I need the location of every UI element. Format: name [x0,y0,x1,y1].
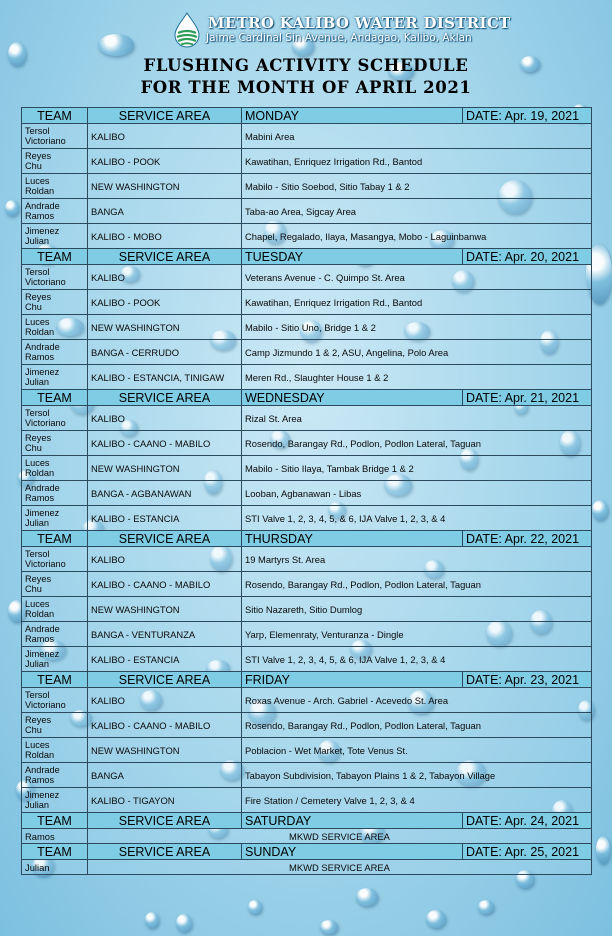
service-area: KALIBO - ESTANCIA [88,647,242,672]
day-name: MONDAY [242,108,463,124]
table-row [22,456,592,481]
service-area: KALIBO - CAANO - MABILO [88,572,242,597]
team-member-2: Ramos [25,775,55,785]
table-row [22,199,592,224]
schedule-date: DATE: Apr. 24, 2021 [463,813,592,829]
team-members [22,506,88,531]
day-header-row [22,672,592,688]
service-area: KALIBO - MOBO [88,224,242,249]
table-row [22,124,592,149]
water-droplet [596,836,610,864]
team-member-2: Chu [25,302,42,312]
team-members [22,713,88,738]
flushing-area: STI Valve 1, 2, 3, 4, 5, & 6, IJA Valve 1, 2, 3, & 4 [242,647,592,672]
flushing-area: Veterans Avenue - C. Quimpo St. Area [242,265,592,290]
day-header-row [22,844,592,860]
team-member-2: Julian [25,800,50,810]
team-member-1: Tersol [25,126,50,136]
team-members: Ramos [22,829,88,844]
table-row [22,315,592,340]
team-members: Julian [22,860,88,875]
table-row [22,431,592,456]
day-name: SUNDAY [242,844,463,860]
team-member-1: Jimenez [25,649,60,659]
water-droplet [320,920,338,934]
flushing-area: Meren Rd., Slaughter House 1 & 2 [242,365,592,390]
team-members [22,124,88,149]
water-droplet [478,900,494,914]
team-members [22,340,88,365]
flushing-area: Roxas Avenue - Arch. Gabriel - Acevedo St. Area [242,688,592,713]
team-member-2: Victoriano [25,418,66,428]
team-member-1: Jimenez [25,367,60,377]
team-members [22,406,88,431]
service-area: KALIBO [88,265,242,290]
team-member-2: Roldan [25,609,55,619]
table-row [22,265,592,290]
day-header-row [22,390,592,406]
table-row [22,860,592,875]
water-drop-logo-icon [172,12,202,48]
document-title-line2: FOR THE MONTH OF APRIL 2021 [140,78,472,97]
team-member-1: Jimenez [25,508,60,518]
day-name: FRIDAY [242,672,463,688]
table-row [22,174,592,199]
team-members [22,597,88,622]
team-member-1: Jimenez [25,790,60,800]
day-name: WEDNESDAY [242,390,463,406]
service-area: NEW WASHINGTON [88,738,242,763]
flushing-area: Sitio Nazareth, Sitio Dumlog [242,597,592,622]
team-members [22,265,88,290]
day-header-row [22,249,592,265]
table-row [22,547,592,572]
team-member-1: Tersol [25,267,50,277]
table-row [22,224,592,249]
flushing-area: Yarp, Elemenraty, Venturanza - Dingle [242,622,592,647]
service-area-column-header: SERVICE AREA [88,390,242,406]
team-column-header: TEAM [22,672,88,688]
team-members [22,174,88,199]
team-member-1: Reyes [25,292,52,302]
flushing-area: Poblacion - Wet Market, Tote Venus St. [242,738,592,763]
water-droplet [426,910,446,928]
flushing-area: Mabilo - Sitio Uno, Bridge 1 & 2 [242,315,592,340]
service-area: KALIBO [88,124,242,149]
team-member-1: Jimenez [25,226,60,236]
team-member-2: Victoriano [25,700,66,710]
team-members [22,738,88,763]
team-member-2: Roldan [25,327,55,337]
service-area: KALIBO - TIGAYON [88,788,242,813]
team-member-2: Roldan [25,750,55,760]
service-area: KALIBO - POOK [88,149,242,174]
team-members [22,315,88,340]
service-area: BANGA - VENTURANZA [88,622,242,647]
water-droplet [248,900,262,914]
water-droplet [5,200,19,216]
water-droplet [145,912,159,928]
team-member-2: Ramos [25,634,55,644]
team-members [22,622,88,647]
table-row [22,763,592,788]
service-area: KALIBO - POOK [88,290,242,315]
team-member-1: Luces [25,458,50,468]
team-members [22,647,88,672]
team-member-1: Reyes [25,574,52,584]
page-header [0,10,612,50]
team-member-2: Julian [25,518,50,528]
team-member-1: Tersol [25,549,50,559]
team-member-1: Reyes [25,433,52,443]
table-row [22,713,592,738]
schedule-date: DATE: Apr. 20, 2021 [463,249,592,265]
table-row [22,572,592,597]
team-member-1: Andrade [25,765,60,775]
table-row [22,149,592,174]
service-area: KALIBO [88,547,242,572]
team-members [22,456,88,481]
service-area-column-header: SERVICE AREA [88,531,242,547]
flushing-area: Tabayon Subdivision, Tabayon Plains 1 & 2, Tabayon Village [242,763,592,788]
team-column-header: TEAM [22,249,88,265]
water-droplet [176,914,192,932]
team-member-2: Julian [25,659,50,669]
service-area-column-header: SERVICE AREA [88,249,242,265]
flushing-area: Looban, Agbanawan - Libas [242,481,592,506]
team-column-header: TEAM [22,813,88,829]
flushing-area: MKWD SERVICE AREA [88,829,592,844]
document-title-line1: FLUSHING ACTIVITY SCHEDULE [143,56,469,75]
table-row [22,647,592,672]
service-area: KALIBO [88,406,242,431]
service-area: NEW WASHINGTON [88,315,242,340]
service-area-column-header: SERVICE AREA [88,108,242,124]
team-member-2: Victoriano [25,136,66,146]
flushing-area: Taba-ao Area, Sigcay Area [242,199,592,224]
team-members [22,431,88,456]
flushing-area: STI Valve 1, 2, 3, 4, 5, & 6, IJA Valve 1, 2, 3, & 4 [242,506,592,531]
flushing-area: 19 Martyrs St. Area [242,547,592,572]
team-member-2: Chu [25,584,42,594]
service-area: KALIBO - ESTANCIA [88,506,242,531]
table-row [22,406,592,431]
organization-address: Jaime Cardinal Sin Avenue, Andagao, Kalibo, Aklan [206,32,472,44]
team-member-1: Luces [25,317,50,327]
team-member-2: Chu [25,725,42,735]
team-member-1: Reyes [25,151,52,161]
service-area: NEW WASHINGTON [88,597,242,622]
team-members [22,788,88,813]
team-member-1: Andrade [25,201,60,211]
team-member-1: Tersol [25,408,50,418]
table-row [22,290,592,315]
table-row [22,365,592,390]
water-droplet [592,500,608,520]
team-member-1: Andrade [25,342,60,352]
team-column-header: TEAM [22,531,88,547]
team-members [22,290,88,315]
team-member-2: Roldan [25,186,55,196]
team-members [22,688,88,713]
flushing-area: Chapel, Regalado, Ilaya, Masangya, Mobo - Laguinbanwa [242,224,592,249]
team-column-header: TEAM [22,844,88,860]
team-member-2: Ramos [25,493,55,503]
service-area: NEW WASHINGTON [88,456,242,481]
flushing-area: Fire Station / Cemetery Valve 1, 2, 3, & 4 [242,788,592,813]
service-area: KALIBO - CAANO - MABILO [88,431,242,456]
team-member-1: Luces [25,176,50,186]
team-member-2: Chu [25,443,42,453]
table-row [22,481,592,506]
flushing-area: MKWD SERVICE AREA [88,860,592,875]
day-name: THURSDAY [242,531,463,547]
service-area: BANGA [88,763,242,788]
team-member-1: Tersol [25,690,50,700]
schedule-date: DATE: Apr. 19, 2021 [463,108,592,124]
team-members [22,547,88,572]
table-row [22,829,592,844]
service-area: BANGA - CERRUDO [88,340,242,365]
organization-name: METRO KALIBO WATER DISTRICT [208,14,511,32]
team-member-2: Roldan [25,468,55,478]
team-member-1: Andrade [25,624,60,634]
service-area: BANGA [88,199,242,224]
schedule-date: DATE: Apr. 21, 2021 [463,390,592,406]
service-area: KALIBO - ESTANCIA, TINIGAW [88,365,242,390]
flushing-area: Camp Jizmundo 1 & 2, ASU, Angelina, Polo Area [242,340,592,365]
flushing-area: Kawatihan, Enriquez Irrigation Rd., Bantod [242,149,592,174]
team-members [22,365,88,390]
table-row [22,738,592,763]
schedule-date: DATE: Apr. 22, 2021 [463,531,592,547]
team-members [22,481,88,506]
table-row [22,622,592,647]
team-column-header: TEAM [22,108,88,124]
team-members [22,149,88,174]
schedule-date: DATE: Apr. 25, 2021 [463,844,592,860]
flushing-area: Rosendo, Barangay Rd., Podlon, Podlon Lateral, Taguan [242,713,592,738]
team-member-2: Chu [25,161,42,171]
flushing-area: Mabilo - Sitio Ilaya, Tambak Bridge 1 & 2 [242,456,592,481]
flushing-area: Kawatihan, Enriquez Irrigation Rd., Bantod [242,290,592,315]
team-member-2: Julian [25,377,50,387]
team-column-header: TEAM [22,390,88,406]
team-member-1: Luces [25,740,50,750]
service-area-column-header: SERVICE AREA [88,844,242,860]
day-header-row [22,531,592,547]
service-area: BANGA - AGBANAWAN [88,481,242,506]
table-row [22,340,592,365]
table-row [22,506,592,531]
day-name: SATURDAY [242,813,463,829]
team-member-2: Victoriano [25,559,66,569]
team-member-2: Julian [25,236,50,246]
team-member-1: Luces [25,599,50,609]
service-area: KALIBO [88,688,242,713]
flushing-area: Mabini Area [242,124,592,149]
day-name: TUESDAY [242,249,463,265]
team-member-1: Reyes [25,715,52,725]
flushing-schedule-table [21,107,592,875]
team-members [22,224,88,249]
table-row [22,788,592,813]
team-members [22,572,88,597]
day-header-row [22,108,592,124]
flushing-area: Mabilo - Sitio Soebod, Sitio Tabay 1 & 2 [242,174,592,199]
day-header-row [22,813,592,829]
water-droplet [356,888,378,906]
service-area: NEW WASHINGTON [88,174,242,199]
table-row [22,597,592,622]
service-area: KALIBO - CAANO - MABILO [88,713,242,738]
team-members [22,763,88,788]
team-member-2: Ramos [25,352,55,362]
flushing-area: Rizal St. Area [242,406,592,431]
flushing-area: Rosendo, Barangay Rd., Podlon, Podlon Lateral, Taguan [242,431,592,456]
table-row [22,688,592,713]
flushing-area: Rosendo, Barangay Rd., Podlon, Podlon Lateral, Taguan [242,572,592,597]
team-member-2: Ramos [25,211,55,221]
service-area-column-header: SERVICE AREA [88,672,242,688]
schedule-date: DATE: Apr. 23, 2021 [463,672,592,688]
service-area-column-header: SERVICE AREA [88,813,242,829]
team-member-2: Victoriano [25,277,66,287]
team-member-1: Andrade [25,483,60,493]
team-members [22,199,88,224]
